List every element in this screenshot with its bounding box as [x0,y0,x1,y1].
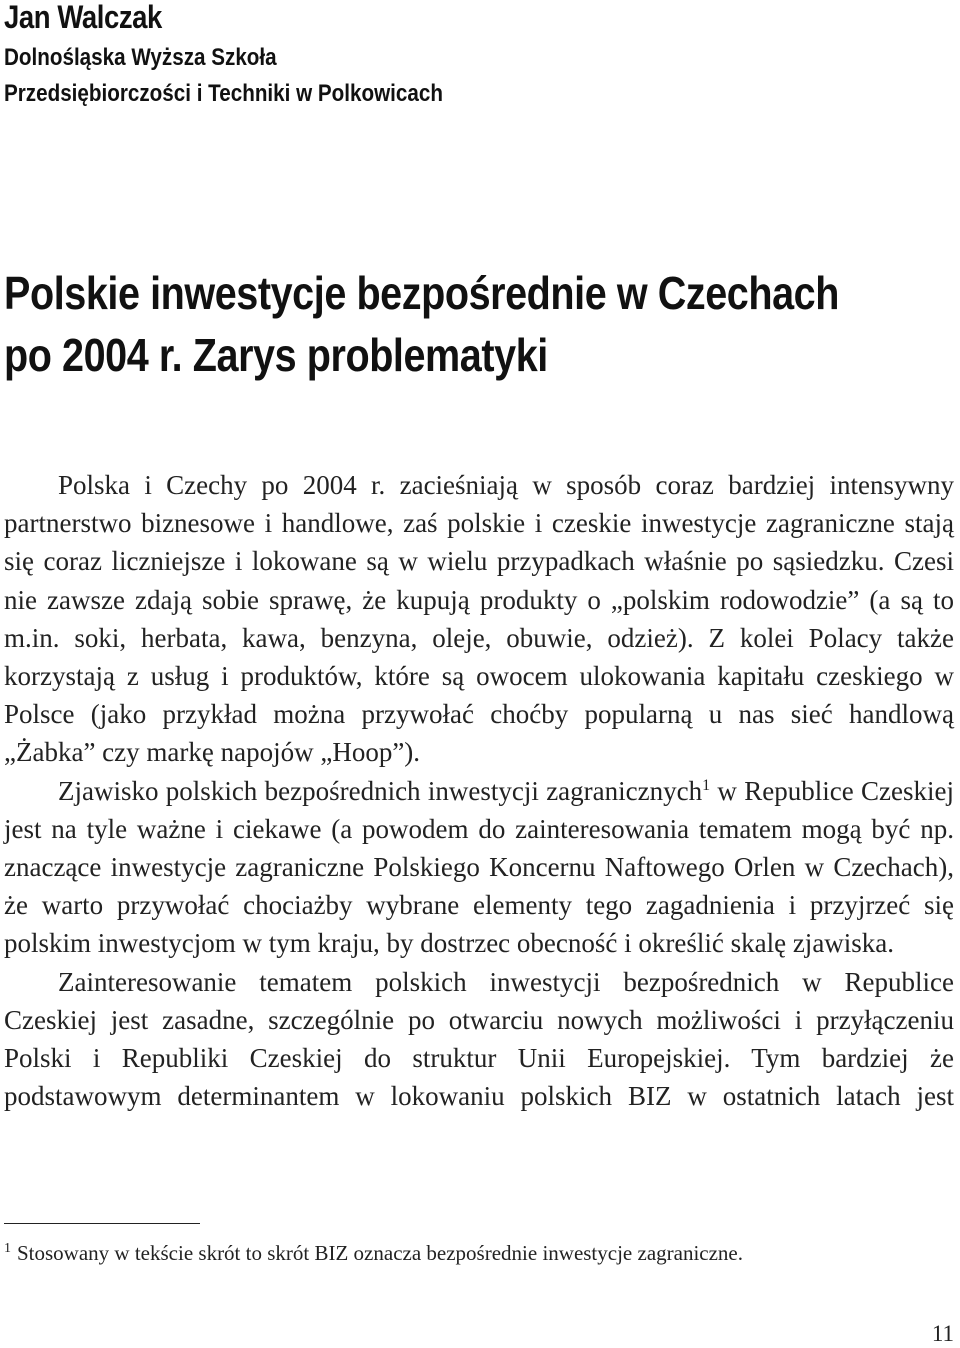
article-title-line-1: Polskie inwestycje bezpośrednie w Czechach [4,267,839,319]
author-block [4,0,944,112]
paragraph-1: Polska i Czechy po 2004 r. zacieśniają w sposób coraz bardziej intensywny partnerstwo biznesowe i handlowe, zaś polskie i czeskie inwestycje zagraniczne stają się coraz liczniejsze i lokowane są w wielu przypadkach właśnie po sąsiedzku. Czesi nie zawsze zdają sobie sprawę, że kupują produkty o „polskim rodowodzie” (a są to m.in. soki, herbata, kawa, benzyna, oleje, obuwie, odzież). Z kolei Polacy także korzystają z usług i produktów, które są owocem ulokowania kapitału czeskiego w Polsce (jako przykład można przywołać choćby popularną u nas sieć handlową „Żabka” czy markę napojów „Hoop”). [4,470,954,768]
footnote [4,1238,954,1268]
paragraph-2-text-a: Zjawisko polskich bezpośrednich inwestycji zagranicznych [58,775,703,806]
paragraph-3: Zainteresowanie tematem polskich inwestycji bezpośrednich w Republice Czeskiej jest zasadne, szczególnie po otwarciu nowych możliwości i przyłączeniu Polski i Republiki Czeskiej do struktur Unii Europejskiej. Tym bardziej że podstawowym determinantem w lokowaniu polskich BIZ w ostatnich latach jest [4,966,954,1112]
affiliation-line-2: Przedsiębiorczości i Techniki w Polkowicach [4,80,443,107]
paragraph-2-text-b: w Republice Czeskiej jest na tyle ważne i ciekawe (a powodem do zainteresowania tematem mogą być np. znaczące inwestycje zagraniczne Polskiego Koncernu Naftowego Orlen w Czechach), że warto przywołać chociażby wybrane elementy tego zagadnienia i przyjrzeć się polskim inwestycjom w tym kraju, by dostrzec obecność i określić skalę zjawiska. [4,775,954,959]
article-title [4,262,954,386]
author-name: Jan Walczak [4,0,162,35]
affiliation-line-1: Dolnośląska Wyższa Szkoła [4,44,277,71]
footnote-text: Stosowany w tekście skrót to skrót BIZ oznacza bezpośrednie inwestycje zagraniczne. [17,1241,743,1265]
body-text [4,466,954,1115]
article-title-line-2: po 2004 r. Zarys problematyki [4,329,548,381]
page-number: 11 [931,1321,954,1346]
footnote-reference[interactable]: 1 [702,776,711,794]
footnote-divider [4,1223,200,1224]
paragraph-2 [4,772,954,963]
footnote-number: 1 [4,1241,11,1256]
